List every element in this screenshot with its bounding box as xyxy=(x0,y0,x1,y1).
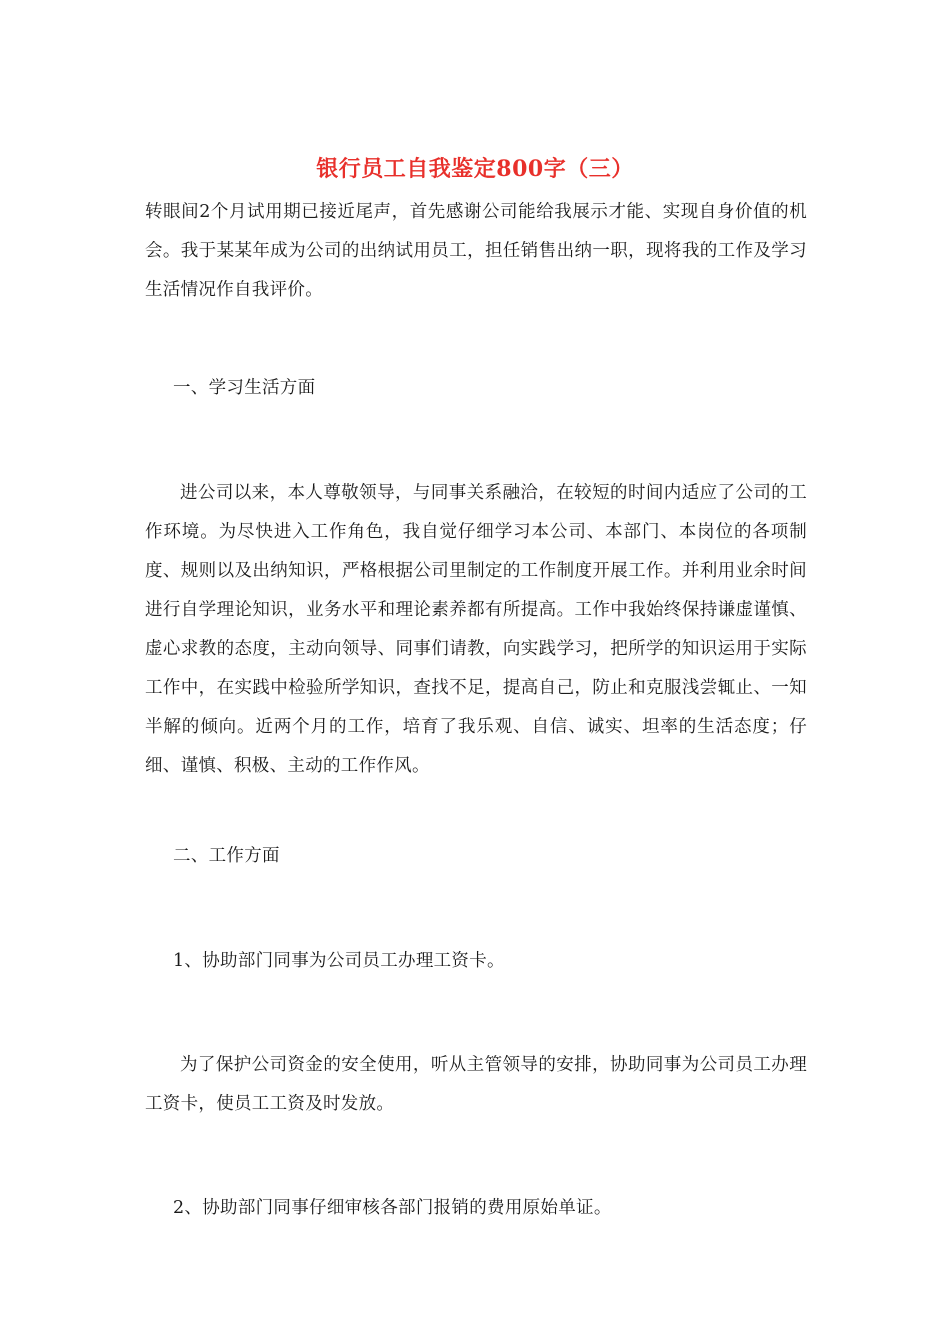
list-item-heading-1: 1、协助部门同事为公司员工办理工资卡。 xyxy=(173,951,505,971)
list-item-body-1: 为了保护公司资金的安全使用，听从主管领导的安排，协助同事为公司员工办理工资卡，使员工工资及时发放。 xyxy=(145,1055,807,1114)
list-item-heading-2: 2、协助部门同事仔细审核各部门报销的费用原始单证。 xyxy=(173,1198,612,1218)
section-body-study-life: 进公司以来，本人尊敬领导，与同事关系融洽，在较短的时间内适应了公司的工作环境。为尽快进入工作角色，我自觉仔细学习本公司、本部门、本岗位的各项制度、规则以及出纳知识，严格根据公司里制定的工作制度开展工作。并利用业余时间进行自学理论知识，业务水平和理论素养都有所提高。工作中我始终保持谦虚谨慎、虚心求教的态度，主动向领导、同事们请教，向实践学习，把所学的知识运用于实际工作中，在实践中检验所学知识，查找不足，提高自己，防止和克服浅尝辄止、一知半解的倾向。近两个月的工作，培育了我乐观、自信、诚实、坦率的生活态度；仔细、谨慎、积极、主动的工作作风。 xyxy=(145,483,807,776)
document-title: 银行员工自我鉴定800字（三） xyxy=(316,156,634,182)
intro-paragraph: 转眼间2个月试用期已接近尾声，首先感谢公司能给我展示才能、实现自身价值的机会。我于某某年成为公司的出纳试用员工，担任销售出纳一职，现将我的工作及学习生活情况作自我评价。 xyxy=(145,202,807,300)
section-heading-study-life: 一、学习生活方面 xyxy=(173,378,316,398)
section-heading-work: 二、工作方面 xyxy=(173,846,280,866)
